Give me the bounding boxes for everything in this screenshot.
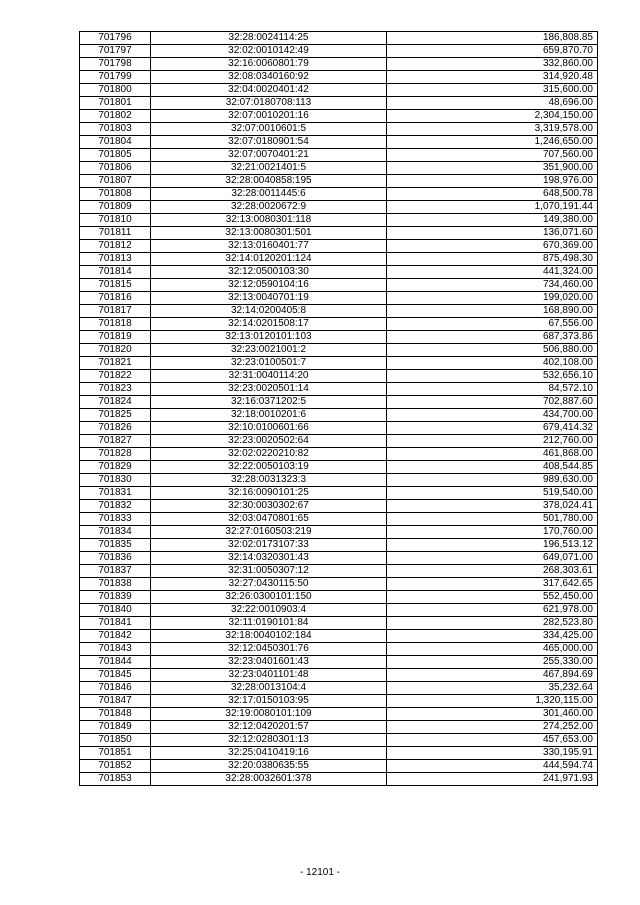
cadastral-number-cell: 32:13:0160401:77 — [151, 240, 387, 253]
cadastral-number-cell: 32:23:0020502:64 — [151, 435, 387, 448]
amount-cell: 659,870.70 — [387, 45, 598, 58]
cadastral-number-cell: 32:12:0280301:13 — [151, 734, 387, 747]
cadastral-number-cell: 32:14:0320301:43 — [151, 552, 387, 565]
cadastral-number-cell: 32:02:0220210:82 — [151, 448, 387, 461]
amount-cell: 198,976.00 — [387, 175, 598, 188]
record-id-cell: 701827 — [80, 435, 151, 448]
table-row — [80, 604, 598, 617]
table-row — [80, 643, 598, 656]
amount-cell: 317,642.65 — [387, 578, 598, 591]
cadastral-number-cell: 32:28:0024114:25 — [151, 32, 387, 45]
cadastral-number-cell: 32:02:0173107:33 — [151, 539, 387, 552]
amount-cell: 255,330.00 — [387, 656, 598, 669]
cadastral-number-cell: 32:23:0100501:7 — [151, 357, 387, 370]
record-id-cell: 701800 — [80, 84, 151, 97]
amount-cell: 506,880.00 — [387, 344, 598, 357]
table-row — [80, 526, 598, 539]
record-id-cell: 701803 — [80, 123, 151, 136]
amount-cell: 734,460.00 — [387, 279, 598, 292]
amount-cell: 3,319,578.00 — [387, 123, 598, 136]
table-row — [80, 71, 598, 84]
amount-cell: 532,656.10 — [387, 370, 598, 383]
amount-cell: 67,556.00 — [387, 318, 598, 331]
cadastral-number-cell: 32:31:0040114:20 — [151, 370, 387, 383]
amount-cell: 84,572.10 — [387, 383, 598, 396]
cadastral-number-cell: 32:23:0401101:48 — [151, 669, 387, 682]
cadastral-number-cell: 32:28:0032601:378 — [151, 773, 387, 786]
record-id-cell: 701813 — [80, 253, 151, 266]
amount-cell: 875,498.30 — [387, 253, 598, 266]
page-number: - 12101 - — [299, 867, 341, 878]
amount-cell: 461,868.00 — [387, 448, 598, 461]
record-id-cell: 701835 — [80, 539, 151, 552]
amount-cell: 1,070,191.44 — [387, 201, 598, 214]
record-id-cell: 701806 — [80, 162, 151, 175]
cadastral-number-cell: 32:23:0401601:43 — [151, 656, 387, 669]
record-id-cell: 701839 — [80, 591, 151, 604]
cadastral-number-cell: 32:27:0160503:219 — [151, 526, 387, 539]
record-id-cell: 701852 — [80, 760, 151, 773]
cadastral-number-cell: 32:04:0020401:42 — [151, 84, 387, 97]
table-row — [80, 175, 598, 188]
table-row — [80, 513, 598, 526]
table-row — [80, 682, 598, 695]
amount-cell: 441,324.00 — [387, 266, 598, 279]
amount-cell: 679,414.32 — [387, 422, 598, 435]
amount-cell: 670,369.00 — [387, 240, 598, 253]
table-row — [80, 448, 598, 461]
table-row — [80, 383, 598, 396]
cadastral-number-cell: 32:11:0190101:84 — [151, 617, 387, 630]
record-id-cell: 701796 — [80, 32, 151, 45]
cadastral-number-cell: 32:16:0060801:79 — [151, 58, 387, 71]
cadastral-number-cell: 32:16:0090101:25 — [151, 487, 387, 500]
table-row — [80, 266, 598, 279]
table-row — [80, 773, 598, 786]
cadastral-number-cell: 32:18:0010201:6 — [151, 409, 387, 422]
amount-cell: 989,630.00 — [387, 474, 598, 487]
amount-cell: 434,700.00 — [387, 409, 598, 422]
table-row — [80, 435, 598, 448]
table-row — [80, 500, 598, 513]
table-row — [80, 201, 598, 214]
record-id-cell: 701851 — [80, 747, 151, 760]
amount-cell: 465,000.00 — [387, 643, 598, 656]
record-id-cell: 701817 — [80, 305, 151, 318]
table-row — [80, 721, 598, 734]
amount-cell: 408,544.85 — [387, 461, 598, 474]
table-row — [80, 32, 598, 45]
table-row — [80, 396, 598, 409]
cadastral-number-cell: 32:14:0120201:124 — [151, 253, 387, 266]
cadastral-number-cell: 32:30:0030302:67 — [151, 500, 387, 513]
cadastral-number-cell: 32:14:0200405:8 — [151, 305, 387, 318]
cadastral-number-cell: 32:14:0201508:17 — [151, 318, 387, 331]
amount-cell: 402,108.00 — [387, 357, 598, 370]
record-id-cell: 701808 — [80, 188, 151, 201]
record-id-cell: 701850 — [80, 734, 151, 747]
cadastral-number-cell: 32:02:0010142:49 — [151, 45, 387, 58]
record-id-cell: 701821 — [80, 357, 151, 370]
table-row — [80, 136, 598, 149]
amount-cell: 170,760.00 — [387, 526, 598, 539]
amount-cell: 168,890.00 — [387, 305, 598, 318]
amount-cell: 136,071.60 — [387, 227, 598, 240]
record-id-cell: 701832 — [80, 500, 151, 513]
record-id-cell: 701823 — [80, 383, 151, 396]
cadastral-number-cell: 32:07:0180901:54 — [151, 136, 387, 149]
record-id-cell: 701811 — [80, 227, 151, 240]
record-id-cell: 701830 — [80, 474, 151, 487]
table-row — [80, 84, 598, 97]
cadastral-number-cell: 32:07:0070401:21 — [151, 149, 387, 162]
table-row — [80, 630, 598, 643]
record-id-cell: 701826 — [80, 422, 151, 435]
cadastral-number-cell: 32:25:0410419:16 — [151, 747, 387, 760]
cadastral-number-cell: 32:12:0420201:57 — [151, 721, 387, 734]
amount-cell: 48,696.00 — [387, 97, 598, 110]
record-id-cell: 701804 — [80, 136, 151, 149]
record-id-cell: 701802 — [80, 110, 151, 123]
record-id-cell: 701838 — [80, 578, 151, 591]
table-body — [80, 32, 598, 786]
record-id-cell: 701801 — [80, 97, 151, 110]
table-row — [80, 695, 598, 708]
record-id-cell: 701828 — [80, 448, 151, 461]
record-id-cell: 701846 — [80, 682, 151, 695]
cadastral-number-cell: 32:28:0040858:195 — [151, 175, 387, 188]
record-id-cell: 701837 — [80, 565, 151, 578]
table-row — [80, 97, 598, 110]
amount-cell: 351,900.00 — [387, 162, 598, 175]
record-id-cell: 701842 — [80, 630, 151, 643]
cadastral-number-cell: 32:10:0100601:66 — [151, 422, 387, 435]
record-id-cell: 701829 — [80, 461, 151, 474]
record-id-cell: 701833 — [80, 513, 151, 526]
table-row — [80, 227, 598, 240]
table-row — [80, 149, 598, 162]
amount-cell: 1,246,650.00 — [387, 136, 598, 149]
cadastral-number-cell: 32:19:0080101:109 — [151, 708, 387, 721]
record-id-cell: 701843 — [80, 643, 151, 656]
table-row — [80, 305, 598, 318]
cadastral-number-cell: 32:12:0590104:16 — [151, 279, 387, 292]
record-id-cell: 701834 — [80, 526, 151, 539]
table-row — [80, 279, 598, 292]
amount-cell: 186,808.85 — [387, 32, 598, 45]
amount-cell: 332,860.00 — [387, 58, 598, 71]
amount-cell: 301,460.00 — [387, 708, 598, 721]
table-row — [80, 331, 598, 344]
table-row — [80, 734, 598, 747]
record-id-cell: 701820 — [80, 344, 151, 357]
table-row — [80, 240, 598, 253]
amount-cell: 149,380.00 — [387, 214, 598, 227]
amount-cell: 467,894.69 — [387, 669, 598, 682]
record-id-cell: 701819 — [80, 331, 151, 344]
cadastral-number-cell: 32:26:0300101:150 — [151, 591, 387, 604]
table-row — [80, 188, 598, 201]
record-id-cell: 701849 — [80, 721, 151, 734]
cadastral-number-cell: 32:17:0150103:95 — [151, 695, 387, 708]
amount-cell: 268,303.61 — [387, 565, 598, 578]
amount-cell: 241,971.93 — [387, 773, 598, 786]
table-row — [80, 552, 598, 565]
table-row — [80, 461, 598, 474]
cadastral-number-cell: 32:12:0500103:30 — [151, 266, 387, 279]
record-id-cell: 701815 — [80, 279, 151, 292]
cadastral-number-cell: 32:21:0021401:5 — [151, 162, 387, 175]
table-row — [80, 357, 598, 370]
record-id-cell: 701845 — [80, 669, 151, 682]
record-id-cell: 701822 — [80, 370, 151, 383]
cadastral-number-cell: 32:20:0380635:55 — [151, 760, 387, 773]
table-row — [80, 253, 598, 266]
record-id-cell: 701818 — [80, 318, 151, 331]
record-id-cell: 701812 — [80, 240, 151, 253]
record-id-cell: 701810 — [80, 214, 151, 227]
cadastral-number-cell: 32:31:0050307:12 — [151, 565, 387, 578]
table-row — [80, 565, 598, 578]
record-id-cell: 701848 — [80, 708, 151, 721]
amount-cell: 519,540.00 — [387, 487, 598, 500]
table-row — [80, 669, 598, 682]
amount-cell: 707,560.00 — [387, 149, 598, 162]
cadastral-number-cell: 32:28:0011445:6 — [151, 188, 387, 201]
record-id-cell: 701825 — [80, 409, 151, 422]
record-id-cell: 701844 — [80, 656, 151, 669]
amount-cell: 334,425.00 — [387, 630, 598, 643]
cadastral-number-cell: 32:12:0450301:76 — [151, 643, 387, 656]
table-row — [80, 162, 598, 175]
amount-cell: 687,373.86 — [387, 331, 598, 344]
cadastral-number-cell: 32:13:0080301:501 — [151, 227, 387, 240]
cadastral-number-cell: 32:18:0040102:184 — [151, 630, 387, 643]
record-id-cell: 701799 — [80, 71, 151, 84]
table-row — [80, 487, 598, 500]
cadastral-number-cell: 32:07:0010601:5 — [151, 123, 387, 136]
cadastral-number-cell: 32:23:0020501:14 — [151, 383, 387, 396]
table-row — [80, 292, 598, 305]
record-id-cell: 701798 — [80, 58, 151, 71]
record-id-cell: 701805 — [80, 149, 151, 162]
record-id-cell: 701853 — [80, 773, 151, 786]
record-id-cell: 701807 — [80, 175, 151, 188]
cadastral-number-cell: 32:23:0021001:2 — [151, 344, 387, 357]
cadastral-number-cell: 32:13:0080301:118 — [151, 214, 387, 227]
amount-cell: 649,071.00 — [387, 552, 598, 565]
record-id-cell: 701824 — [80, 396, 151, 409]
table-row — [80, 539, 598, 552]
amount-cell: 282,523.80 — [387, 617, 598, 630]
amount-cell: 501,780.00 — [387, 513, 598, 526]
record-id-cell: 701797 — [80, 45, 151, 58]
table-row — [80, 45, 598, 58]
amount-cell: 1,320,115.00 — [387, 695, 598, 708]
amount-cell: 648,500.78 — [387, 188, 598, 201]
amount-cell: 314,920.48 — [387, 71, 598, 84]
cadastral-number-cell: 32:28:0020672:9 — [151, 201, 387, 214]
amount-cell: 2,304,150.00 — [387, 110, 598, 123]
amount-cell: 315,600.00 — [387, 84, 598, 97]
table-row — [80, 214, 598, 227]
amount-cell: 444,594.74 — [387, 760, 598, 773]
table-row — [80, 370, 598, 383]
record-id-cell: 701809 — [80, 201, 151, 214]
cadastral-number-cell: 32:13:0040701:19 — [151, 292, 387, 305]
table-row — [80, 58, 598, 71]
amount-cell: 199,020.00 — [387, 292, 598, 305]
table-row — [80, 708, 598, 721]
record-id-cell: 701816 — [80, 292, 151, 305]
table-row — [80, 760, 598, 773]
record-id-cell: 701847 — [80, 695, 151, 708]
table-row — [80, 578, 598, 591]
amount-cell: 330,195.91 — [387, 747, 598, 760]
cadastral-number-cell: 32:28:0013104:4 — [151, 682, 387, 695]
cadastral-number-cell: 32:07:0180708:113 — [151, 97, 387, 110]
amount-cell: 552,450.00 — [387, 591, 598, 604]
table-row — [80, 656, 598, 669]
amount-cell: 702,887.60 — [387, 396, 598, 409]
record-id-cell: 701831 — [80, 487, 151, 500]
table-row — [80, 344, 598, 357]
table-row — [80, 591, 598, 604]
amount-cell: 274,252.00 — [387, 721, 598, 734]
amount-cell: 212,760.00 — [387, 435, 598, 448]
cadastral-number-cell: 32:07:0010201:16 — [151, 110, 387, 123]
table-row — [80, 110, 598, 123]
record-id-cell: 701841 — [80, 617, 151, 630]
amount-cell: 621,978.00 — [387, 604, 598, 617]
amount-cell: 196,513.12 — [387, 539, 598, 552]
table-row — [80, 747, 598, 760]
record-id-cell: 701836 — [80, 552, 151, 565]
amount-cell: 457,653.00 — [387, 734, 598, 747]
cadastral-value-table — [79, 31, 598, 786]
cadastral-number-cell: 32:16:0371202:5 — [151, 396, 387, 409]
table-row — [80, 422, 598, 435]
cadastral-number-cell: 32:22:0050103:19 — [151, 461, 387, 474]
table-row — [80, 617, 598, 630]
table-row — [80, 318, 598, 331]
cadastral-number-cell: 32:03:0470801:65 — [151, 513, 387, 526]
cadastral-number-cell: 32:13:0120101:103 — [151, 331, 387, 344]
cadastral-number-cell: 32:27:0430115:50 — [151, 578, 387, 591]
table-row — [80, 123, 598, 136]
cadastral-number-cell: 32:08:0340160:92 — [151, 71, 387, 84]
record-id-cell: 701840 — [80, 604, 151, 617]
amount-cell: 35,232.64 — [387, 682, 598, 695]
cadastral-number-cell: 32:28:0031323:3 — [151, 474, 387, 487]
cadastral-number-cell: 32:22:0010903:4 — [151, 604, 387, 617]
table-row — [80, 474, 598, 487]
record-id-cell: 701814 — [80, 266, 151, 279]
table-row — [80, 409, 598, 422]
amount-cell: 378,024.41 — [387, 500, 598, 513]
